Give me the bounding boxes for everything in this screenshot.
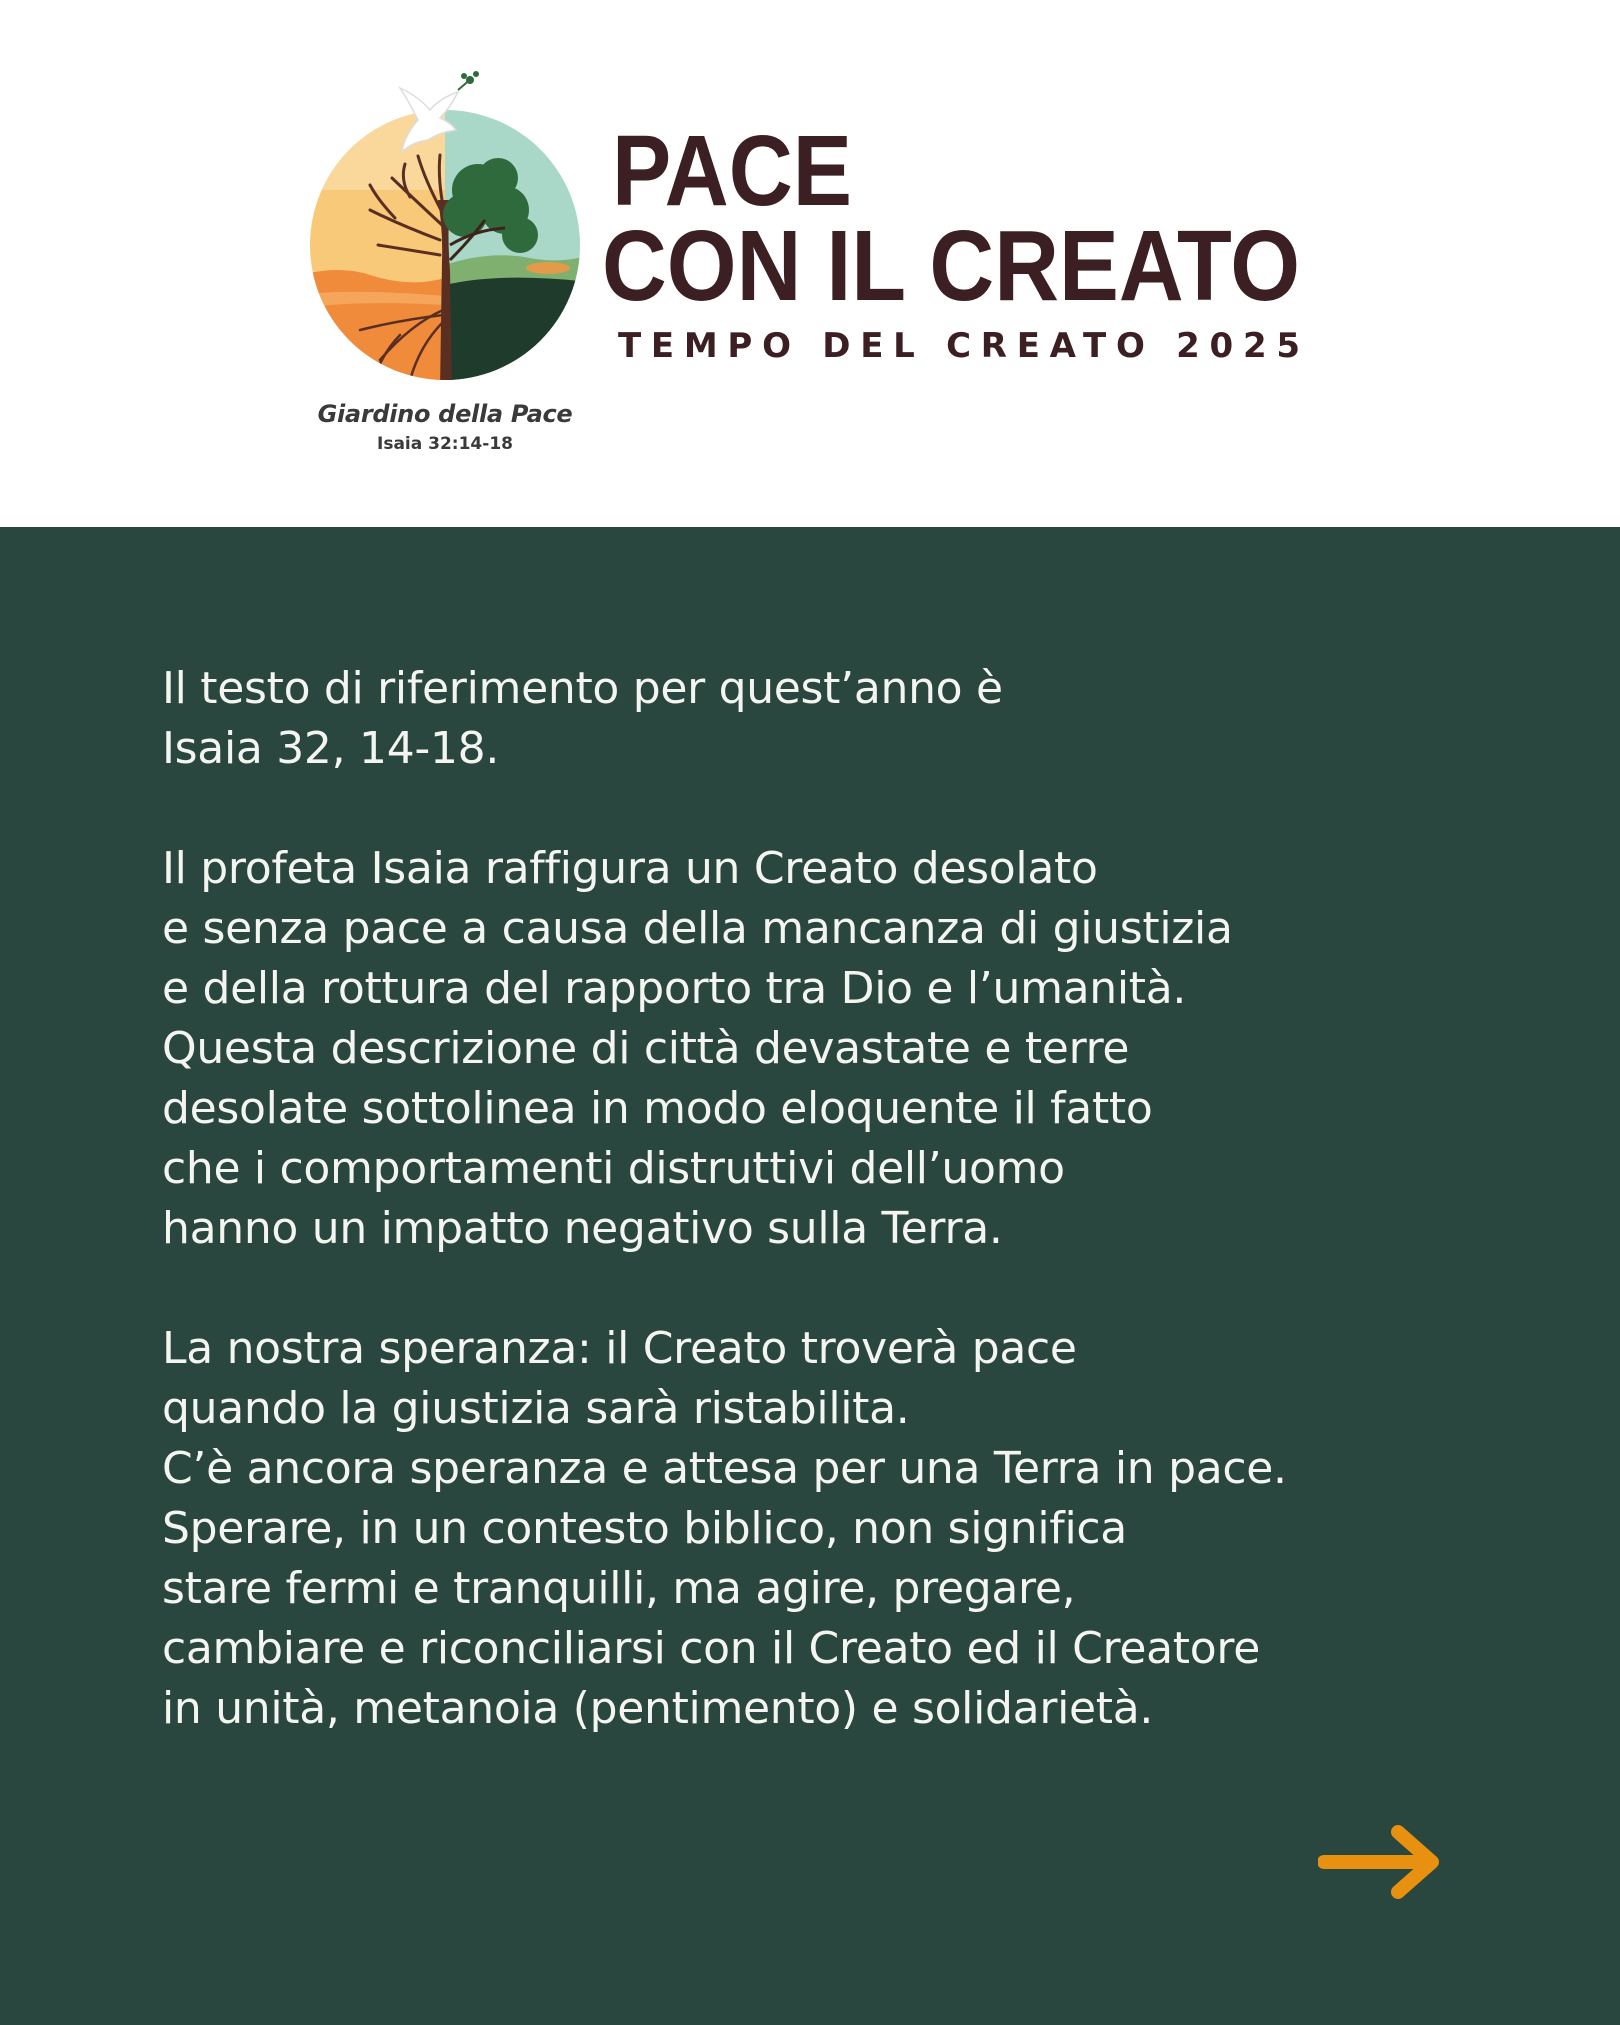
text-line: in unità, metanoia (pentimento) e solidarietà. [162, 1683, 1154, 1734]
content-panel [0, 527, 1620, 2025]
text-line: Il testo di riferimento per quest’anno è [162, 663, 1003, 714]
text-line: stare fermi e tranquilli, ma agire, pregare, [162, 1563, 1076, 1614]
body-text [162, 659, 1492, 1739]
paragraph-3 [162, 1319, 1492, 1739]
text-line: C’è ancora speranza e attesa per una Terra in pace. [162, 1443, 1287, 1494]
text-line: quando la giustizia sarà ristabilita. [162, 1383, 910, 1434]
paragraph-gap [162, 1259, 1492, 1319]
paragraph-gap [162, 779, 1492, 839]
wordmark-line-2: CON IL CREATO [602, 210, 1300, 322]
next-arrow-icon[interactable] [1318, 1822, 1448, 1902]
text-line: Il profeta Isaia raffigura un Creato desolato [162, 843, 1098, 894]
wordmark-tagline: TEMPO DEL CREATO 2025 [618, 326, 1300, 366]
text-line: Isaia 32, 14-18. [162, 723, 500, 774]
header [0, 0, 1620, 527]
logo-caption [280, 400, 610, 454]
wordmark [600, 110, 1320, 370]
text-line: Questa descrizione di città devastate e terre [162, 1023, 1130, 1074]
text-line: desolate sottolinea in modo eloquente il fatto [162, 1083, 1153, 1134]
logo-caption-name: Giardino della Pace [317, 400, 573, 428]
logo-caption-reference: Isaia 32:14-18 [377, 434, 513, 454]
text-line: cambiare e riconciliarsi con il Creato ed il Creatore [162, 1623, 1260, 1674]
text-line: La nostra speranza: il Creato troverà pace [162, 1323, 1077, 1374]
text-line: che i comportamenti distruttivi dell’uomo [162, 1143, 1065, 1194]
wordmark-line-1: PACE [612, 115, 852, 227]
text-line: Sperare, in un contesto biblico, non significa [162, 1503, 1127, 1554]
paragraph-1 [162, 659, 1492, 779]
paragraph-2 [162, 839, 1492, 1259]
text-line: hanno un impatto negativo sulla Terra. [162, 1203, 1003, 1254]
text-line: e senza pace a causa della mancanza di giustizia [162, 903, 1233, 954]
text-line: e della rottura del rapporto tra Dio e l’umanità. [162, 963, 1187, 1014]
logo-emblem [300, 60, 600, 390]
